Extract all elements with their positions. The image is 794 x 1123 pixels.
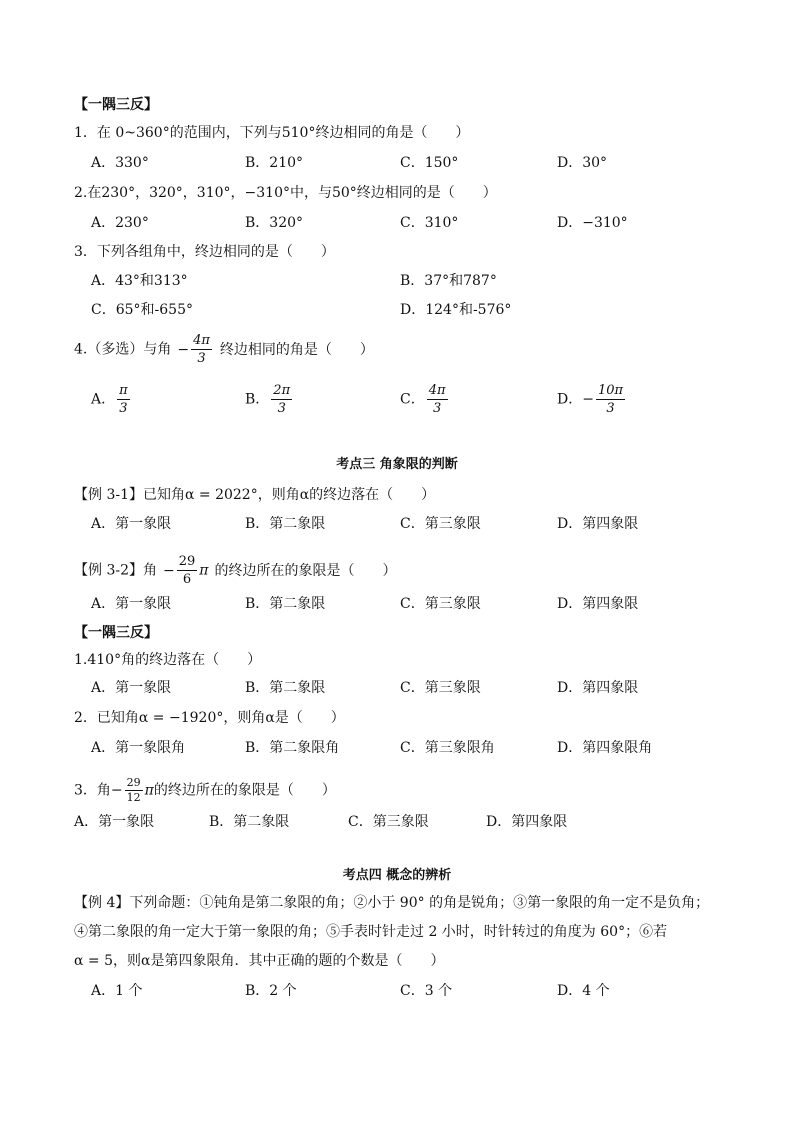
example-3-2 [74,554,396,587]
practice-1: 1.410°角的终边落在（ ） [74,652,262,668]
q2-option-a: A．230° [91,215,149,231]
p1-option-b: B．第二象限 [245,680,326,696]
q4-option-c-label: C． [400,391,425,408]
q4-suffix: 终边相同的角是（ ） [219,341,374,358]
p3-option-a: A．第一象限 [74,814,155,830]
q4-option-b-den: 3 [277,401,286,416]
q3-option-b: B．37°和787° [400,273,497,289]
q4-option-d-num: 10π [597,383,624,398]
q4-prefix: 4.（多选）与角 [74,341,172,358]
q2-option-c: C．310° [400,215,459,231]
p3-num: 29 [126,776,141,789]
ex4-option-b: B．2 个 [245,983,297,999]
section-title-4: 考点四 概念的辨析 [342,868,452,883]
p3-option-d: D．第四象限 [486,814,568,830]
ex32-fraction [177,554,198,587]
q1-option-d: D．30° [557,155,608,171]
q3-option-c: C．65°和-655° [91,302,193,318]
ex32-den: 6 [182,572,192,587]
p3-den: 12 [126,791,141,804]
q4-option-a-den: 3 [119,401,128,416]
ex32-pi: π [199,562,209,579]
example-3-1: 【例 3-1】已知角α = 2022°，则角α的终边落在（ ） [74,487,436,503]
q4-option-d-den: 3 [606,401,615,416]
example-4-line-2: ④第二象限的角一定大于第一象限的角；⑤手表时针走过 2 小时，时针转过的角度为 60°；⑥若 [74,924,668,940]
ex4-option-c: C．3 个 [400,983,453,999]
ex32-suffix: 的终边所在的象限是（ ） [214,562,397,579]
q4-option-b-label: B． [245,391,270,408]
q4-option-c-num: 4π [428,383,446,398]
ex32-option-a: A．第一象限 [91,596,172,612]
section-title-3: 考点三 角象限的判断 [336,457,458,472]
ex32-num: 29 [178,554,196,569]
practice-3 [74,777,336,804]
q1-option-c: C．150° [400,155,459,171]
example-4-line-3: α = 5，则α是第四象限角．其中正确的题的个数是（ ） [74,953,445,969]
ex32-sign: − [163,562,175,579]
q4-option-d-sign: − [582,391,594,408]
p3-prefix: 3．角− [74,782,123,799]
q3-option-d: D．124°和-576° [400,302,512,318]
q4-option-d [557,383,627,416]
ex32-option-c: C．第三象限 [400,596,481,612]
q1-option-a: A．330° [91,155,149,171]
q2-option-b: B．320° [245,215,304,231]
q4-option-c-den: 3 [432,401,442,416]
p1-option-a: A．第一象限 [91,680,172,696]
p2-option-b: B．第二象限角 [245,740,340,756]
ex31-option-a: A．第一象限 [91,516,172,532]
q4-option-d-label: D． [557,391,583,408]
p1-option-d: D．第四象限 [557,680,639,696]
p2-option-c: C．第三象限角 [400,740,495,756]
q4-option-c [400,383,450,416]
q3-option-a: A．43°和313° [91,273,188,289]
q4-option-a-fraction [117,383,130,416]
ex32-option-b: B．第二象限 [245,596,326,612]
question-3: 3．下列各组角中，终边相同的是（ ） [74,244,335,260]
q4-fraction-den: 3 [197,351,206,366]
ex32-prefix: 【例 3-2】角 [74,562,157,579]
p3-suffix: 的终边所在的象限是（ ） [153,782,336,799]
p3-option-b: B．第二象限 [209,814,290,830]
q4-option-b-fraction [271,383,292,416]
ex31-option-c: C．第三象限 [400,516,481,532]
ex4-option-a: A．1 个 [91,983,143,999]
section-heading: 【一隅三反】 [74,97,158,113]
q4-option-a-label: A． [91,391,116,408]
q4-option-b [245,383,294,416]
practice-2: 2．已知角α = −1920°，则角α是（ ） [74,710,345,726]
q4-sign: − [177,341,190,358]
q4-option-a-num: π [119,383,128,398]
p1-option-c: C．第三象限 [400,680,481,696]
q4-option-c-fraction [427,383,448,416]
q4-fraction-num: 4π [193,333,210,348]
question-1: 1．在 0~360°的范围内，下列与510°终边相同的角是（ ） [74,125,470,141]
q4-fraction [191,333,212,366]
q4-option-b-num: 2π [273,383,291,398]
p3-fraction [125,777,143,804]
q1-option-b: B．210° [245,155,304,171]
q4-option-d-fraction [596,383,625,416]
ex4-option-d: D．4 个 [557,983,610,999]
q4-option-a [91,383,132,416]
p2-option-d: D．第四象限角 [557,740,653,756]
p2-option-a: A．第一象限角 [91,740,186,756]
question-2: 2.在230°，320°，310°，−310°中，与50°终边相同的是（ ） [74,185,497,201]
ex32-option-d: D．第四象限 [557,596,639,612]
ex31-option-d: D．第四象限 [557,516,639,532]
question-4 [74,333,374,366]
p3-option-c: C．第三象限 [348,814,429,830]
q2-option-d: D．−310° [557,215,628,231]
ex31-option-b: B．第二象限 [245,516,326,532]
example-4-line-1: 【例 4】下列命题：①钝角是第二象限的角；②小于 90° 的角是锐角；③第一象限的角一定不是负角； [74,895,710,911]
p3-pi: π [144,782,154,799]
section-heading-2: 【一隅三反】 [74,625,158,641]
